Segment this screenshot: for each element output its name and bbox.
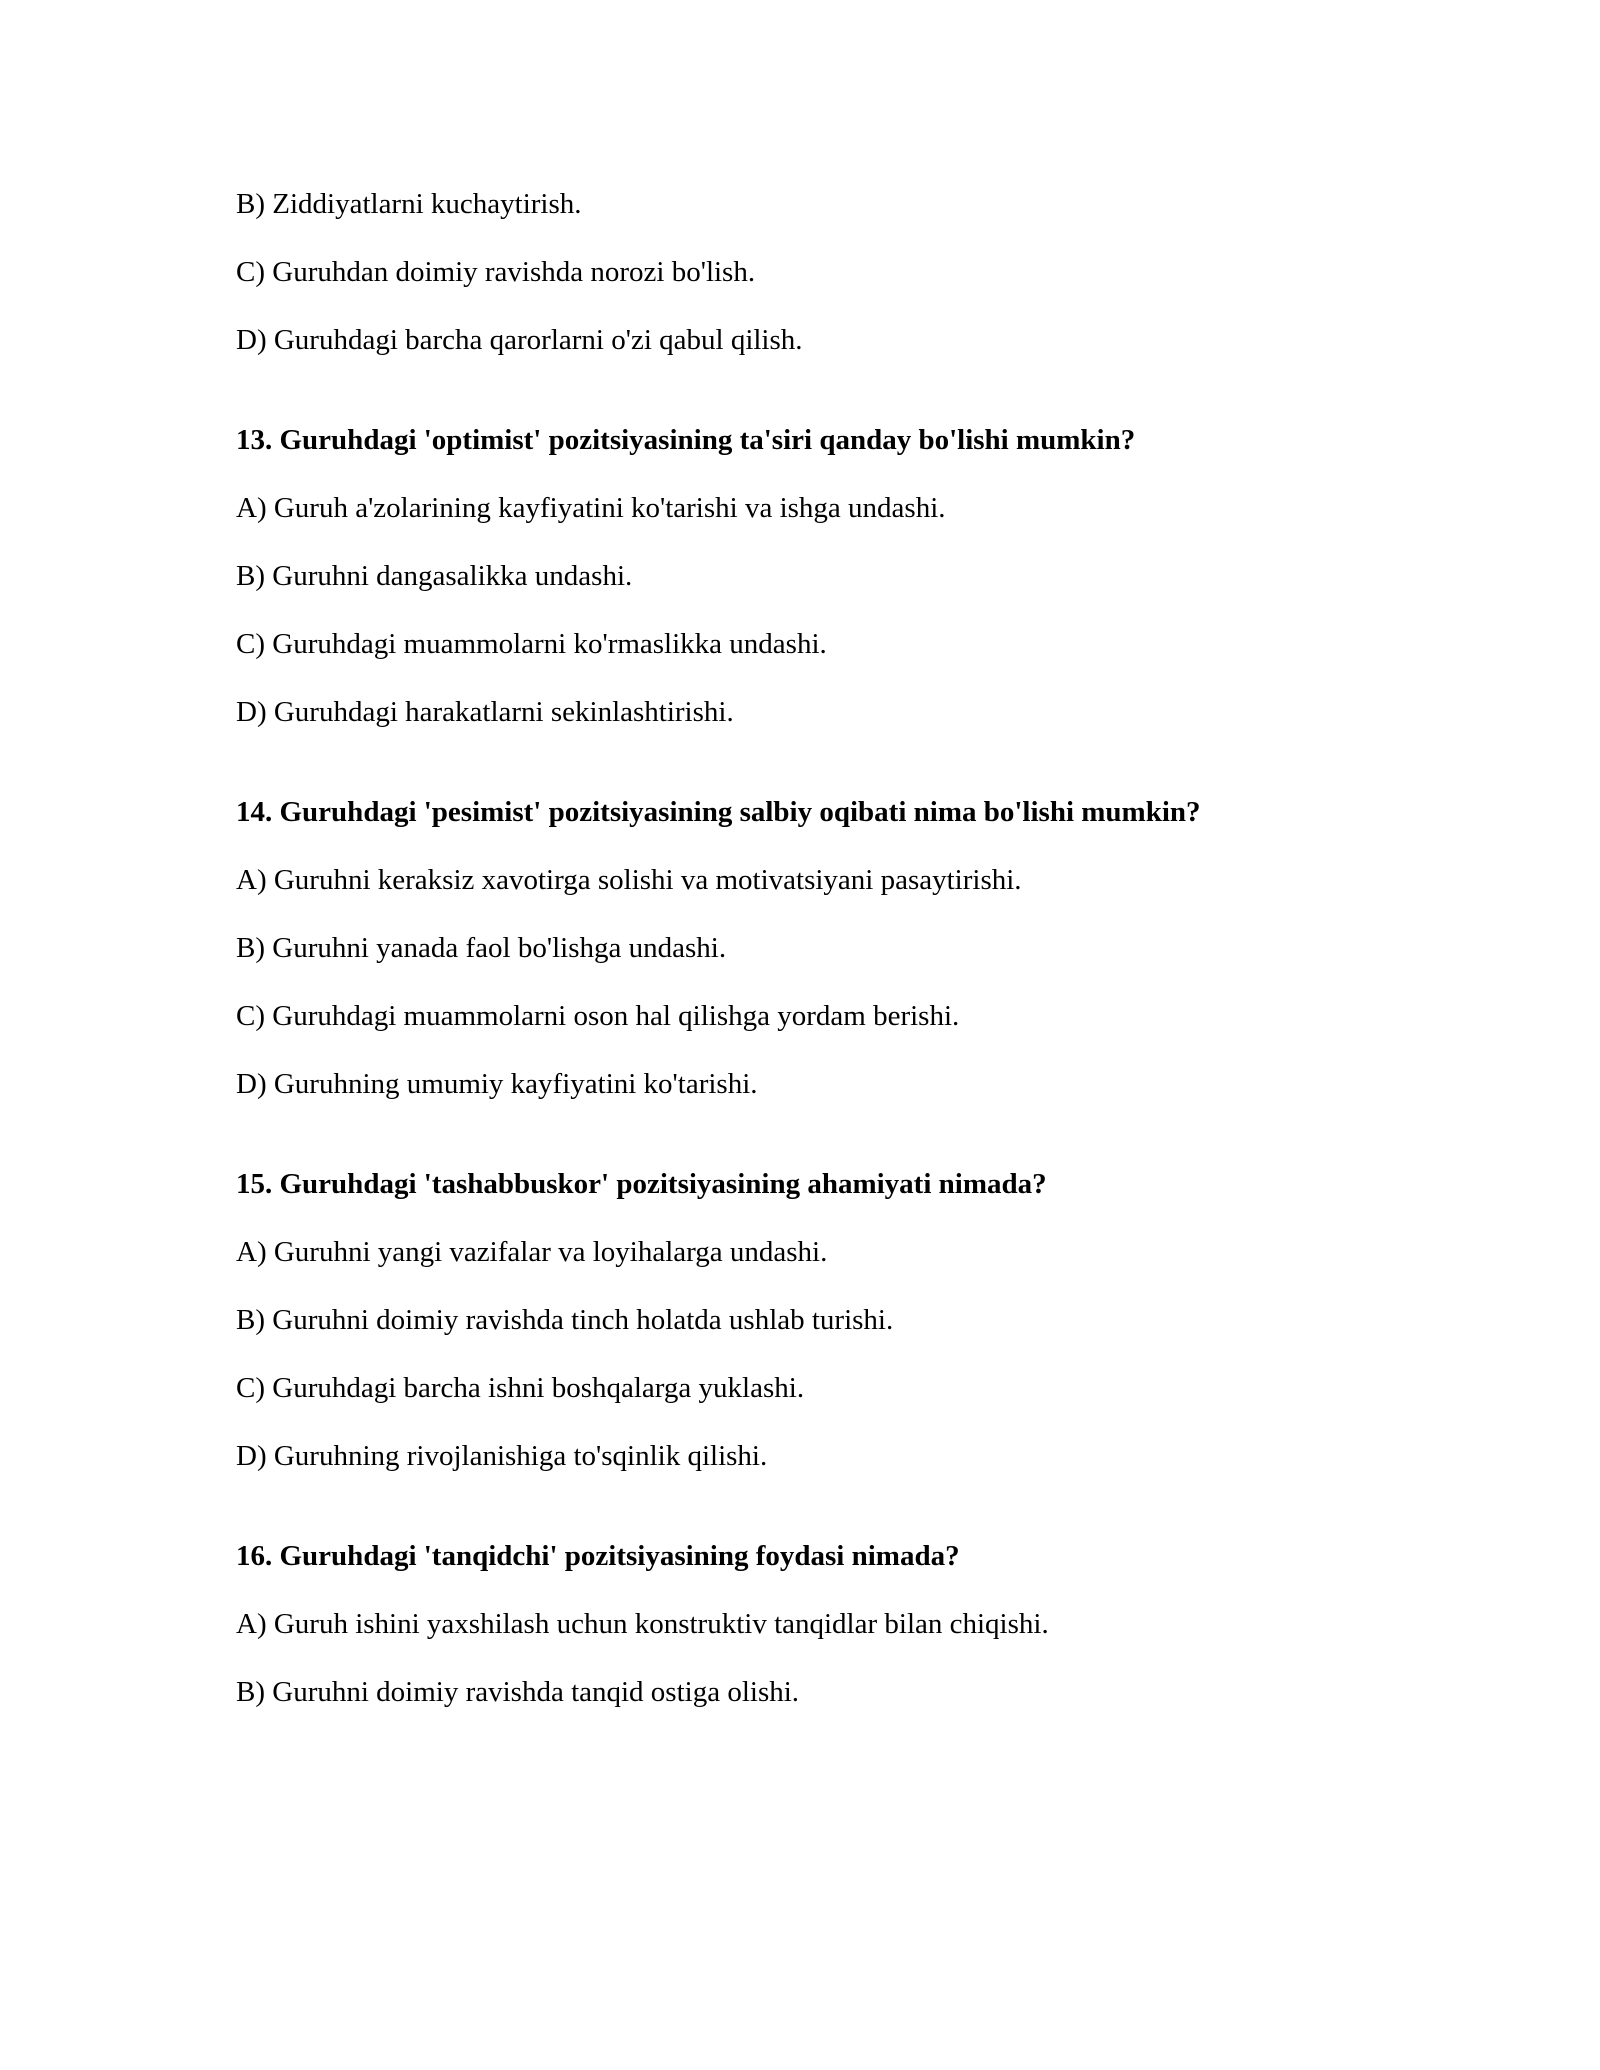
answer-option: D) Guruhdagi barcha qarorlarni o'zi qabul qilish. [236,324,803,356]
question-heading: 14. Guruhdagi 'pesimist' pozitsiyasining salbiy oqibati nima bo'lishi mumkin? [236,796,1201,828]
answer-option: D) Guruhning umumiy kayfiyatini ko'tarishi. [236,1068,758,1100]
answer-option: C) Guruhdan doimiy ravishda norozi bo'lish. [236,256,756,288]
answer-option: B) Guruhni dangasalikka undashi. [236,560,633,592]
answer-option: C) Guruhdagi muammolarni ko'rmaslikka undashi. [236,628,827,660]
answer-option: A) Guruh ishini yaxshilash uchun konstruktiv tanqidlar bilan chiqishi. [236,1608,1049,1640]
answer-option: D) Guruhning rivojlanishiga to'sqinlik qilishi. [236,1440,768,1472]
answer-option: B) Guruhni yanada faol bo'lishga undashi. [236,932,727,964]
question-heading: 15. Guruhdagi 'tashabbuskor' pozitsiyasining ahamiyati nimada? [236,1168,1047,1200]
document-content [236,186,1376,1742]
answer-option: C) Guruhdagi barcha ishni boshqalarga yuklashi. [236,1372,805,1404]
answer-option: B) Guruhni doimiy ravishda tinch holatda ushlab turishi. [236,1304,894,1336]
answer-option: C) Guruhdagi muammolarni oson hal qilishga yordam berishi. [236,1000,960,1032]
answer-option: A) Guruhni yangi vazifalar va loyihalarga undashi. [236,1236,828,1268]
answer-option: B) Guruhni doimiy ravishda tanqid ostiga olishi. [236,1676,800,1708]
question-heading: 13. Guruhdagi 'optimist' pozitsiyasining ta'siri qanday bo'lishi mumkin? [236,424,1136,456]
answer-option: D) Guruhdagi harakatlarni sekinlashtirishi. [236,696,734,728]
answer-option: A) Guruhni keraksiz xavotirga solishi va motivatsiyani pasaytirishi. [236,864,1022,896]
answer-option: A) Guruh a'zolarining kayfiyatini ko'tarishi va ishga undashi. [236,492,946,524]
question-heading: 16. Guruhdagi 'tanqidchi' pozitsiyasining foydasi nimada? [236,1540,960,1572]
answer-option: B) Ziddiyatlarni kuchaytirish. [236,188,582,220]
